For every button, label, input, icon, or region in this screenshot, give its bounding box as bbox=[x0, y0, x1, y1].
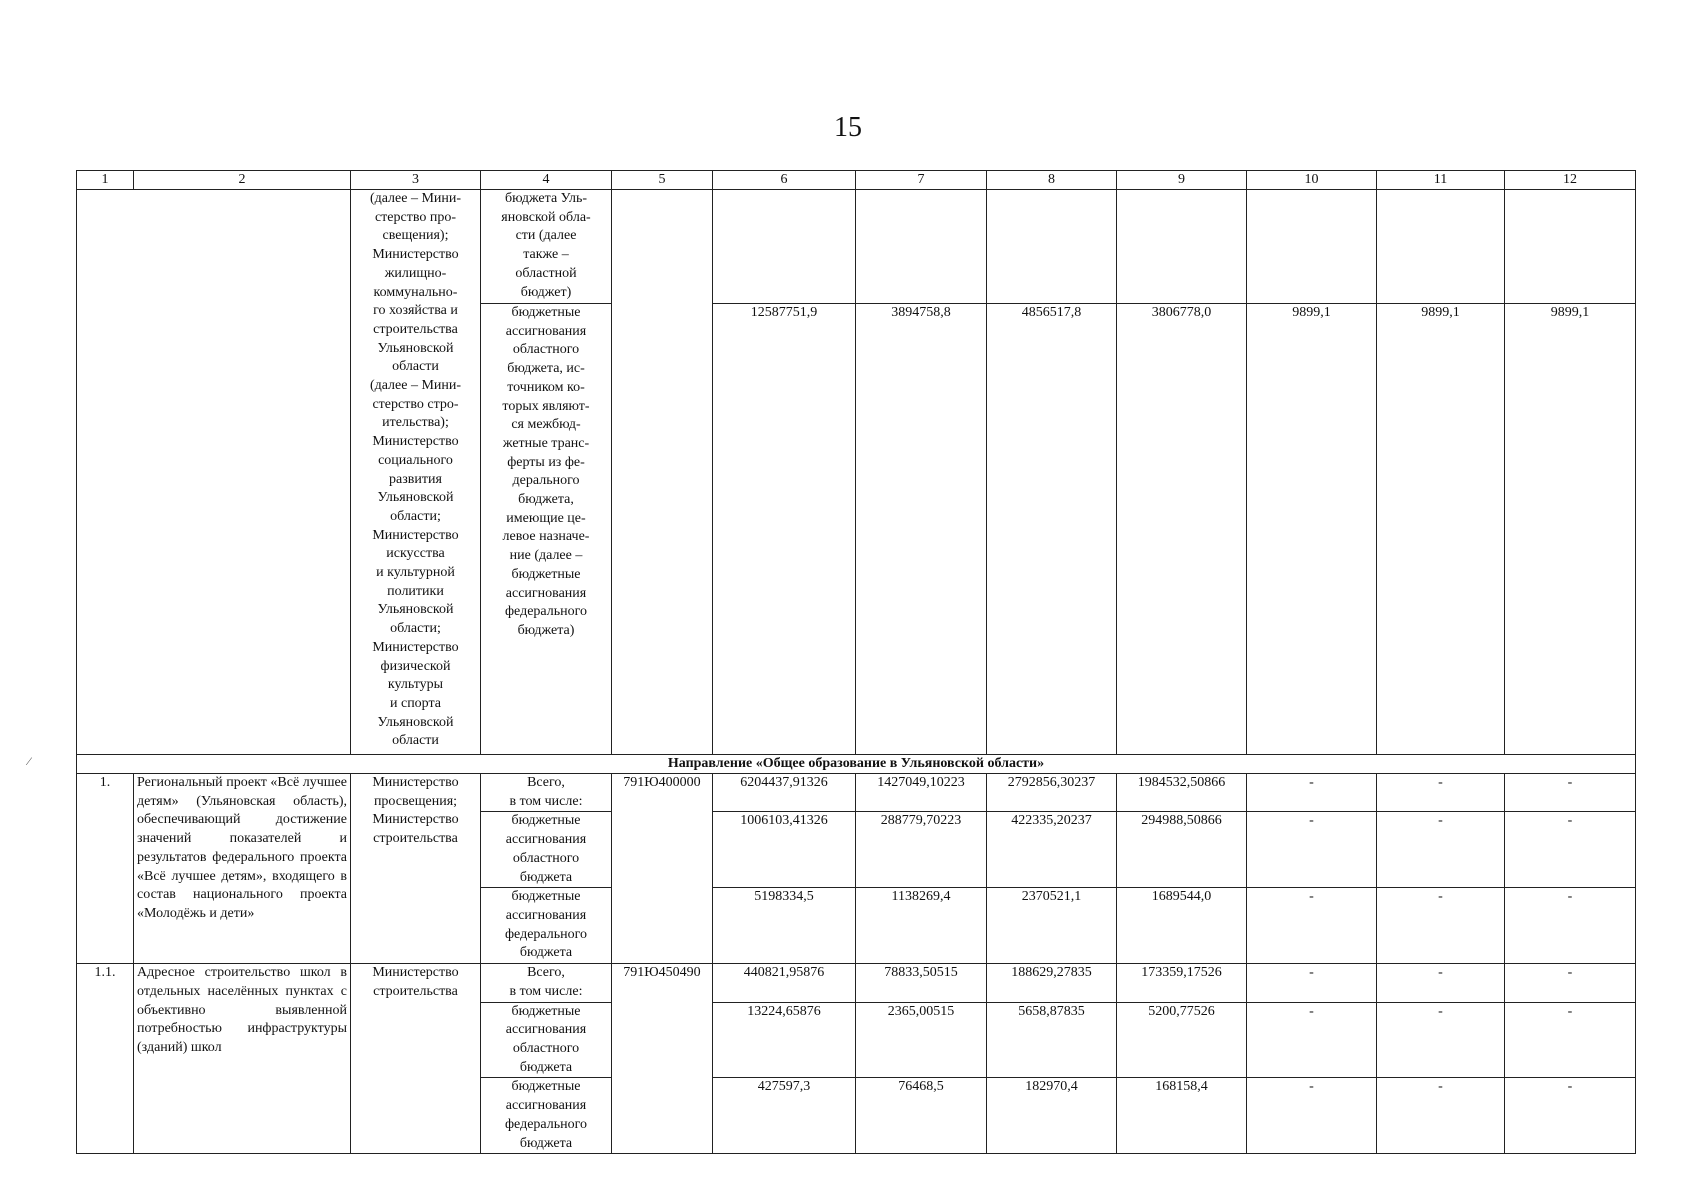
cont-code-cell bbox=[612, 190, 713, 755]
cont-value-cell bbox=[1117, 190, 1247, 304]
row-value-10: - bbox=[1247, 1078, 1377, 1154]
row-source: Всего, в том числе: bbox=[481, 774, 612, 812]
row-code: 791Ю400000 bbox=[612, 774, 713, 964]
row-value-10: - bbox=[1247, 888, 1377, 964]
header-cell-4: 4 bbox=[481, 171, 612, 190]
cont-empty-cell bbox=[77, 190, 351, 755]
page-number: 15 bbox=[834, 112, 862, 143]
cont-value-cell bbox=[1247, 190, 1377, 304]
cont-value-12: 9899,1 bbox=[1505, 304, 1636, 755]
table-row bbox=[77, 774, 1636, 812]
row-value-10: - bbox=[1247, 964, 1377, 1002]
row-value-11: - bbox=[1377, 774, 1505, 812]
row-responsible: Министерство просвещения; Министерство строительства bbox=[351, 774, 481, 964]
cont-value-8: 4856517,8 bbox=[987, 304, 1117, 755]
row-name: Адресное строительство школ в отдельных населённых пунктах с объективно выявленной потребностью инфраструктуры (зданий) школ bbox=[134, 964, 351, 1154]
header-row bbox=[77, 171, 1636, 190]
row-value-11: - bbox=[1377, 812, 1505, 888]
cont-value-10: 9899,1 bbox=[1247, 304, 1377, 755]
row-value-12: - bbox=[1505, 1078, 1636, 1154]
row-value-8: 2370521,1 bbox=[987, 888, 1117, 964]
row-value-7: 1138269,4 bbox=[856, 888, 987, 964]
header-cell-12: 12 bbox=[1505, 171, 1636, 190]
row-value-8: 188629,27835 bbox=[987, 964, 1117, 1002]
cont-value-6: 12587751,9 bbox=[713, 304, 856, 755]
table-row bbox=[77, 964, 1636, 1002]
row-value-9: 5200,77526 bbox=[1117, 1002, 1247, 1078]
budget-table bbox=[76, 170, 1636, 1154]
row-value-8: 182970,4 bbox=[987, 1078, 1117, 1154]
row-value-12: - bbox=[1505, 888, 1636, 964]
cont-value-cell bbox=[987, 190, 1117, 304]
row-value-6: 440821,95876 bbox=[713, 964, 856, 1002]
cont-value-cell bbox=[1505, 190, 1636, 304]
row-value-11: - bbox=[1377, 888, 1505, 964]
row-value-11: - bbox=[1377, 1002, 1505, 1078]
cont-value-cell bbox=[856, 190, 987, 304]
cont-value-cell bbox=[1377, 190, 1505, 304]
row-value-6: 13224,65876 bbox=[713, 1002, 856, 1078]
header-cell-5: 5 bbox=[612, 171, 713, 190]
row-value-7: 78833,50515 bbox=[856, 964, 987, 1002]
row-value-9: 173359,17526 bbox=[1117, 964, 1247, 1002]
row-value-10: - bbox=[1247, 1002, 1377, 1078]
cont-source-cell: бюджетные ассигнования областного бюджета, ис- точником ко- торых являют- ся межбюд- жетные транс- ферты из фе- дерального бюджета, имеющие це- левое назначе- ние (далее – бюджетные ассигнования федерального бюджета) bbox=[481, 304, 612, 755]
header-cell-11: 11 bbox=[1377, 171, 1505, 190]
section-title: Направление «Общее образование в Ульяновской области» bbox=[77, 755, 1636, 774]
row-value-10: - bbox=[1247, 774, 1377, 812]
row-source: бюджетные ассигнования федерального бюджета bbox=[481, 888, 612, 964]
row-value-12: - bbox=[1505, 1002, 1636, 1078]
continuation-row bbox=[77, 190, 1636, 304]
header-cell-9: 9 bbox=[1117, 171, 1247, 190]
row-responsible: Министерство строительства bbox=[351, 964, 481, 1154]
cont-value-9: 3806778,0 bbox=[1117, 304, 1247, 755]
row-value-8: 2792856,30237 bbox=[987, 774, 1117, 812]
row-value-8: 5658,87835 bbox=[987, 1002, 1117, 1078]
row-source: Всего, в том числе: bbox=[481, 964, 612, 1002]
row-value-7: 76468,5 bbox=[856, 1078, 987, 1154]
row-value-12: - bbox=[1505, 774, 1636, 812]
row-name: Региональный проект «Всё лучшее детям» (Ульяновская область), обеспечивающий достижение значений показателей и результатов федерального проекта «Всё лучшее детям», входящего в состав национального проекта «Молодёжь и дети» bbox=[134, 774, 351, 964]
row-number: 1. bbox=[77, 774, 134, 964]
header-cell-8: 8 bbox=[987, 171, 1117, 190]
row-value-6: 6204437,91326 bbox=[713, 774, 856, 812]
row-value-12: - bbox=[1505, 964, 1636, 1002]
row-source: бюджетные ассигнования областного бюджета bbox=[481, 1002, 612, 1078]
row-source: бюджетные ассигнования федерального бюджета bbox=[481, 1078, 612, 1154]
row-value-10: - bbox=[1247, 812, 1377, 888]
cont-value-cell bbox=[713, 190, 856, 304]
row-value-9: 1689544,0 bbox=[1117, 888, 1247, 964]
cont-value-7: 3894758,8 bbox=[856, 304, 987, 755]
row-value-6: 427597,3 bbox=[713, 1078, 856, 1154]
row-value-12: - bbox=[1505, 812, 1636, 888]
cont-value-11: 9899,1 bbox=[1377, 304, 1505, 755]
row-value-6: 1006103,41326 bbox=[713, 812, 856, 888]
row-code: 791Ю450490 bbox=[612, 964, 713, 1154]
header-cell-2: 2 bbox=[134, 171, 351, 190]
header-cell-7: 7 bbox=[856, 171, 987, 190]
row-value-6: 5198334,5 bbox=[713, 888, 856, 964]
row-value-9: 294988,50866 bbox=[1117, 812, 1247, 888]
cont-responsible-cell: (далее – Мини- стерство про- свещения); Министерство жилищно- коммунально- го хозяйства и строительства Ульяновской области (далее – Мини- стерство стро- ительства); Министерство социального развития Ульяновской области; Министерство искусства и культурной политики Ульяновской области; Министерство физической культуры и спорта Ульяновской области bbox=[351, 190, 481, 755]
stray-mark: ⁄ bbox=[28, 754, 31, 768]
row-value-11: - bbox=[1377, 964, 1505, 1002]
header-cell-6: 6 bbox=[713, 171, 856, 190]
row-value-7: 2365,00515 bbox=[856, 1002, 987, 1078]
row-value-7: 1427049,10223 bbox=[856, 774, 987, 812]
section-row bbox=[77, 755, 1636, 774]
row-value-8: 422335,20237 bbox=[987, 812, 1117, 888]
header-cell-10: 10 bbox=[1247, 171, 1377, 190]
header-cell-3: 3 bbox=[351, 171, 481, 190]
row-value-11: - bbox=[1377, 1078, 1505, 1154]
row-number: 1.1. bbox=[77, 964, 134, 1154]
cont-source-cell: бюджета Уль- яновской обла- сти (далее также – областной бюджет) bbox=[481, 190, 612, 304]
row-value-9: 168158,4 bbox=[1117, 1078, 1247, 1154]
row-value-7: 288779,70223 bbox=[856, 812, 987, 888]
row-source: бюджетные ассигнования областного бюджета bbox=[481, 812, 612, 888]
header-cell-1: 1 bbox=[77, 171, 134, 190]
row-value-9: 1984532,50866 bbox=[1117, 774, 1247, 812]
